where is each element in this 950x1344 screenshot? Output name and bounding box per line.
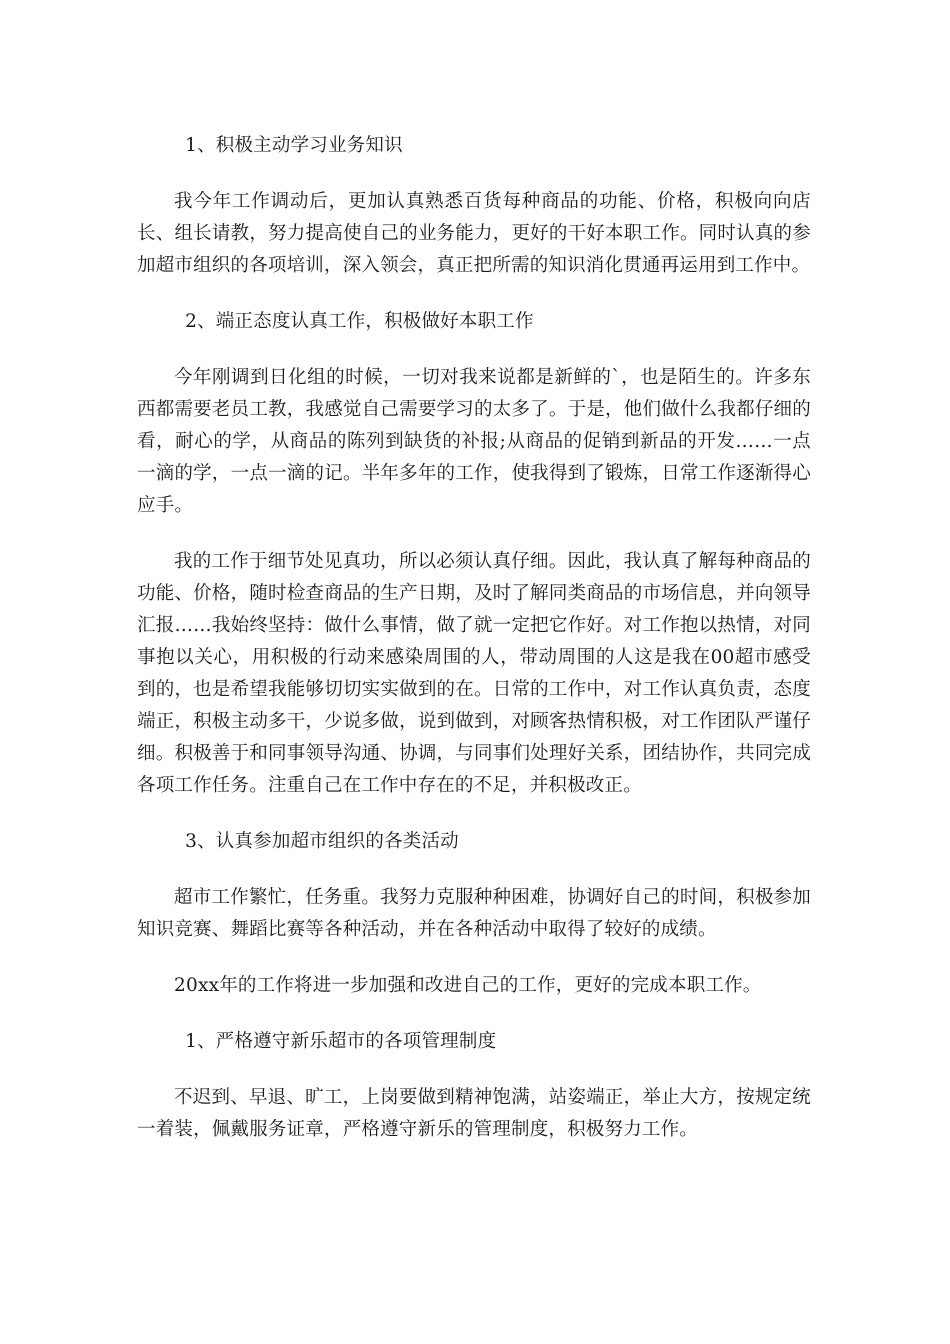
paragraph-5: 20xx年的工作将进一步加强和改进自己的工作，更好的完成本职工作。: [174, 975, 762, 996]
paragraph-4: 超市工作繁忙，任务重。我努力克服种种困难，协调好自己的时间，积极参加知识竞赛、舞蹈比赛等各种活动，并在各种活动中取得了较好的成绩。: [137, 887, 811, 940]
paragraph-6: 不迟到、早退、旷工，上岗要做到精神饱满，站姿端正，举止大方，按规定统一着装，佩戴服务证章，严格遵守新乐的管理制度，积极努力工作。: [137, 1087, 811, 1140]
section-heading-2: 2、端正态度认真工作，积极做好本职工作: [185, 311, 534, 332]
section-heading-1: 1、积极主动学习业务知识: [185, 135, 403, 156]
section-heading-4: 1、严格遵守新乐超市的各项管理制度: [185, 1031, 497, 1052]
section-heading-3: 3、认真参加超市组织的各类活动: [185, 831, 459, 852]
paragraph-2: 今年刚调到日化组的时候，一切对我来说都是新鲜的`，也是陌生的。许多东西都需要老员工教，我感觉自己需要学习的太多了。于是，他们做什么我都仔细的看，耐心的学，从商品的陈列到缺货的补报;从商品的促销到新品的开发……一点一滴的学，一点一滴的记。半年多年的工作，使我得到了锻炼，日常工作逐渐得心应手。: [137, 367, 811, 516]
document-body: [137, 130, 811, 1170]
paragraph-1: 我今年工作调动后，更加认真熟悉百货每种商品的功能、价格，积极向向店长、组长请教，努力提高使自己的业务能力，更好的干好本职工作。同时认真的参加超市组织的各项培训，深入领会，真正把所需的知识消化贯通再运用到工作中。: [137, 191, 811, 276]
paragraph-3: 我的工作于细节处见真功，所以必须认真仔细。因此，我认真了解每种商品的功能、价格，随时检查商品的生产日期，及时了解同类商品的市场信息，并向领导汇报……我始终坚持：做什么事情，做了就一定把它作好。对工作抱以热情，对同事抱以关心，用积极的行动来感染周围的人，带动周围的人这是我在00超市感受到的，也是希望我能够切切实实做到的在。日常的工作中，对工作认真负责，态度端正，积极主动多干，少说多做，说到做到，对顾客热情积极，对工作团队严谨仔细。积极善于和同事领导沟通、协调，与同事们处理好关系，团结协作，共同完成各项工作任务。注重自己在工作中存在的不足，并积极改正。: [137, 551, 811, 796]
